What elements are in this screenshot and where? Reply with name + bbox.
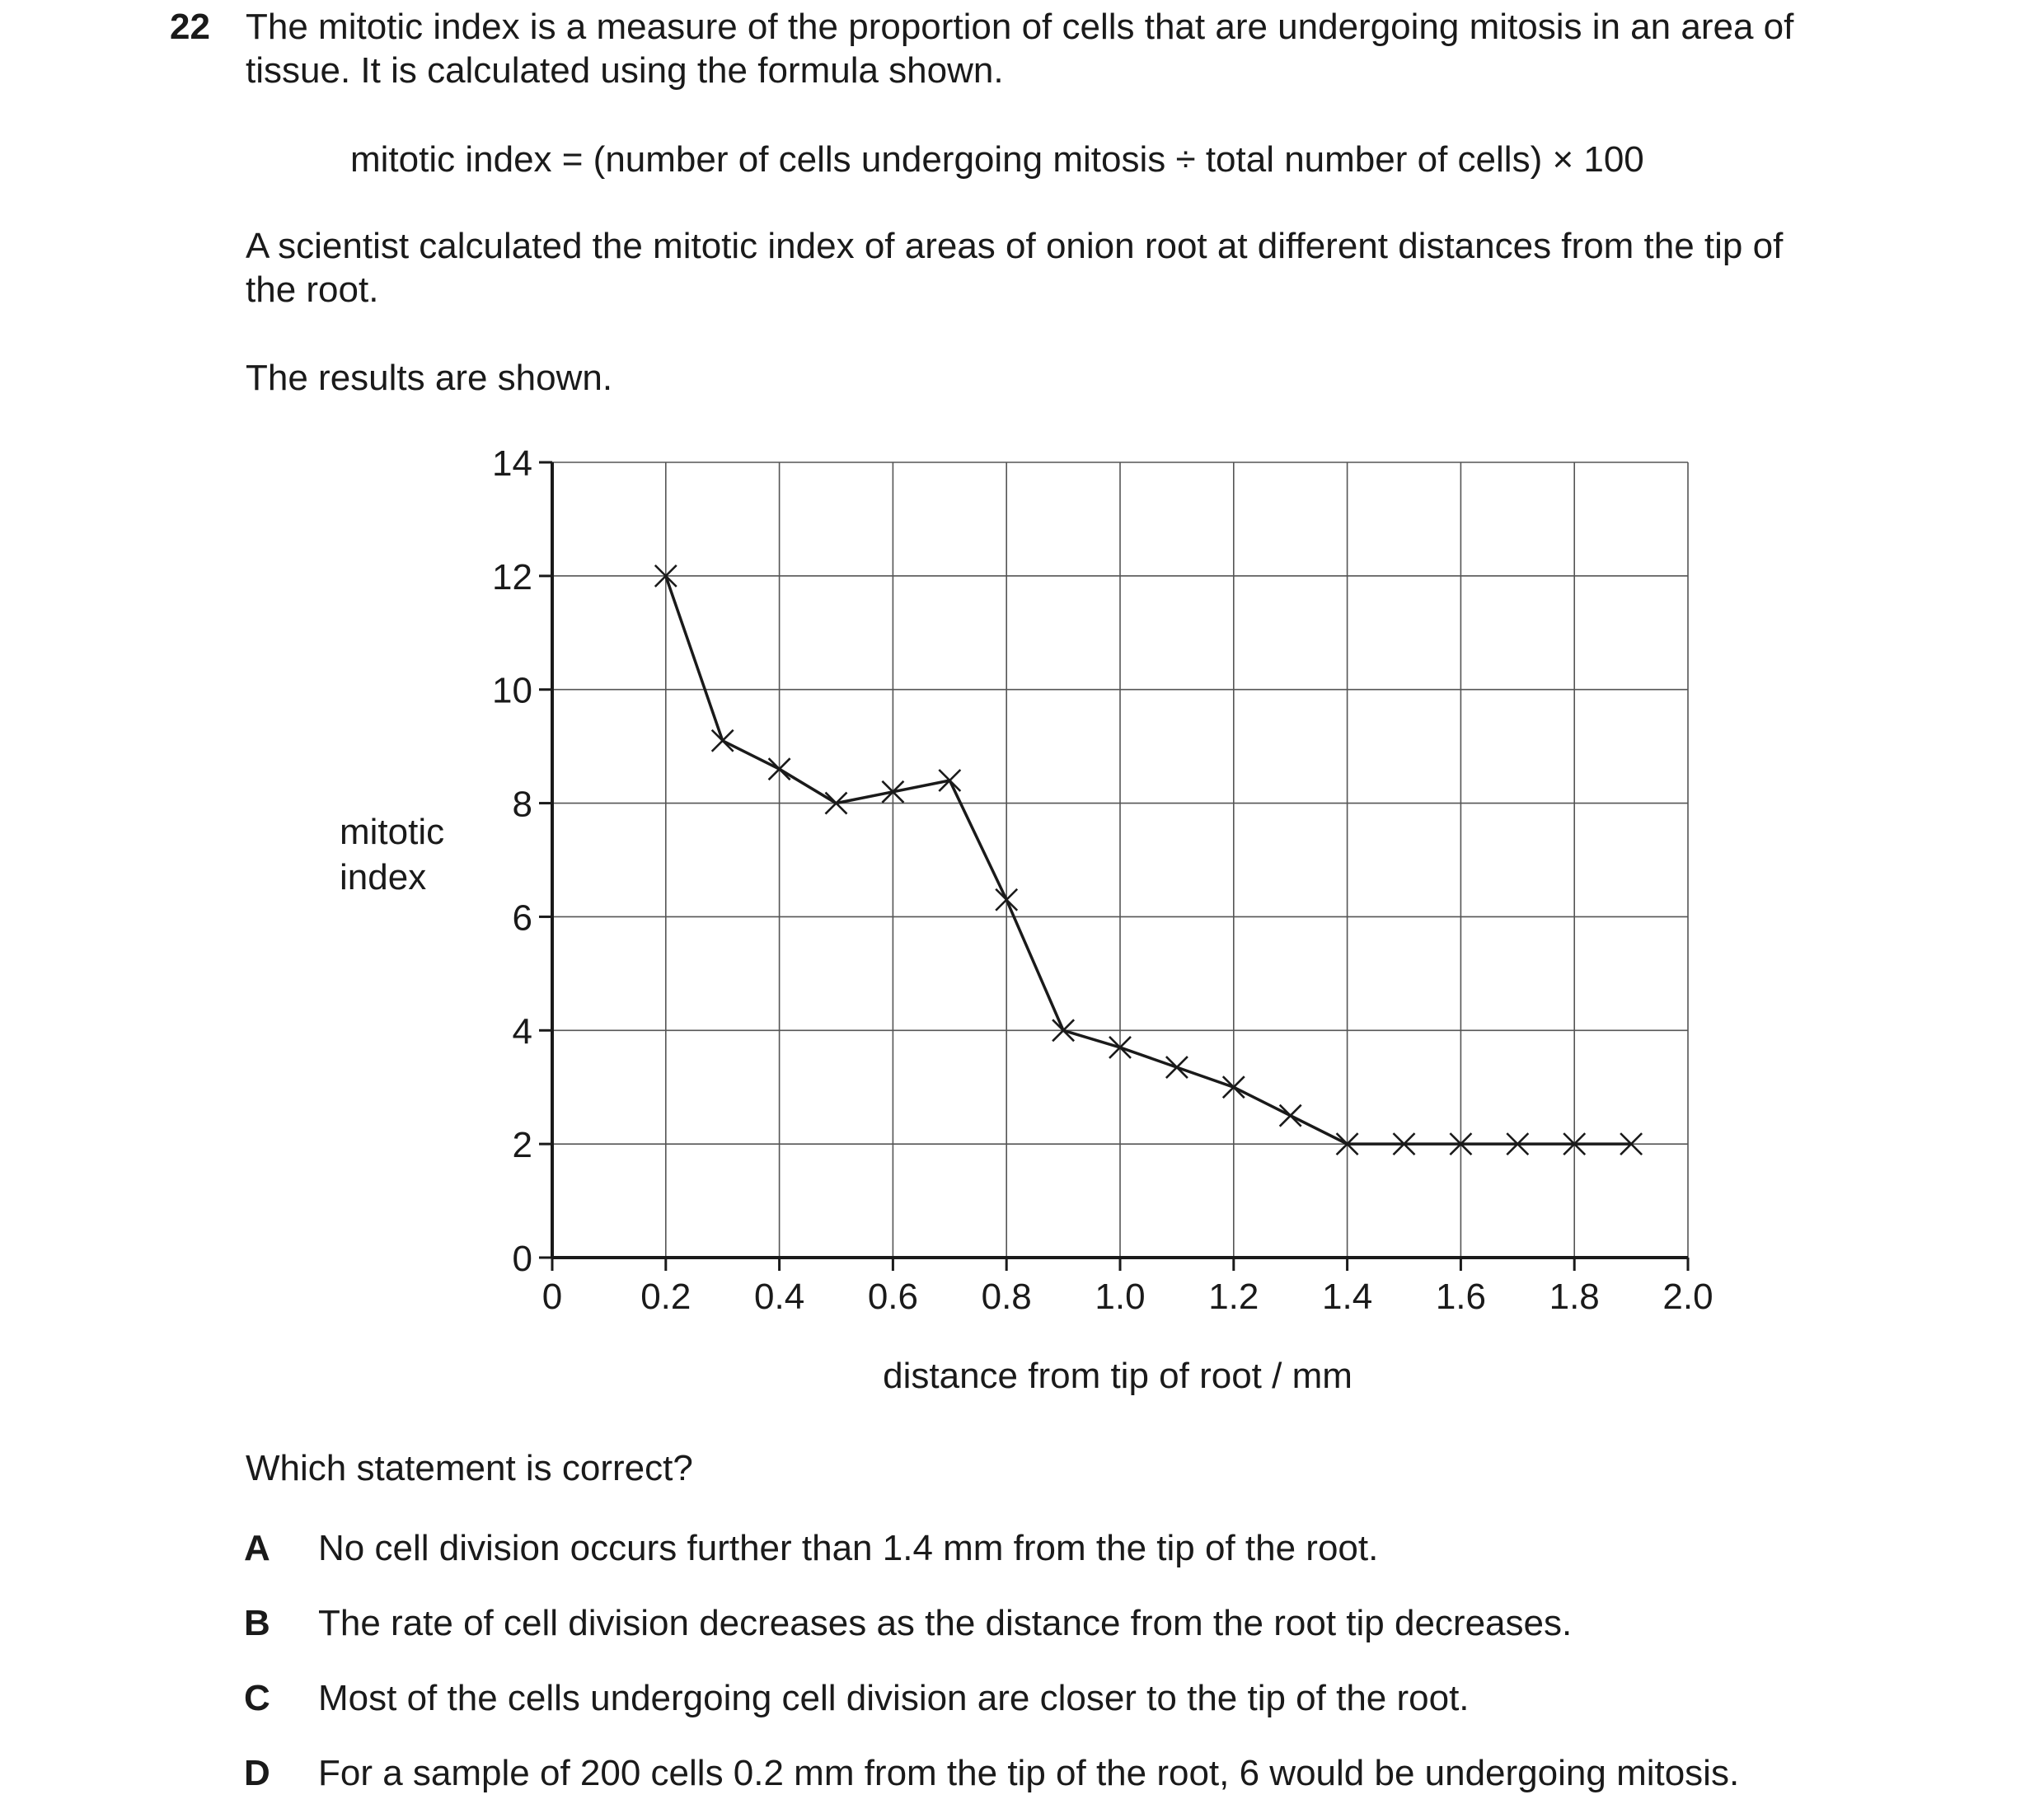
x-tick-label: 1.4 <box>1322 1277 1373 1317</box>
y-tick-label: 14 <box>492 443 532 484</box>
data-point-1 <box>712 730 734 752</box>
x-tick-label: 1.8 <box>1549 1277 1600 1317</box>
chart-axes <box>539 462 1688 1271</box>
x-tick-label: 0.4 <box>754 1277 805 1317</box>
y-tick-label: 2 <box>512 1125 532 1166</box>
x-tick-label: 1.2 <box>1208 1277 1259 1317</box>
option-d-letter[interactable]: D <box>244 1753 270 1793</box>
x-tick-label: 0.8 <box>981 1277 1032 1317</box>
y-tick-label: 10 <box>492 670 532 711</box>
y-tick-label: 8 <box>512 784 532 825</box>
y-axis-label-line-2: index <box>340 857 427 897</box>
x-tick-label: 1.6 <box>1435 1277 1486 1317</box>
series-markers <box>655 565 1642 1155</box>
option-c-letter[interactable]: C <box>244 1678 270 1718</box>
data-point-9 <box>1166 1057 1188 1078</box>
x-tick-label: 0.6 <box>867 1277 918 1317</box>
intro-line-1: The mitotic index is a measure of the proportion of cells that are undergoing mitosis in an area of <box>246 7 1794 47</box>
chart-grid <box>552 462 1688 1258</box>
x-axis-label: distance from tip of root / mm <box>883 1356 1353 1396</box>
data-point-5 <box>939 770 960 791</box>
question-number: 22 <box>170 7 210 47</box>
y-axis-label-line-1: mitotic <box>340 812 445 852</box>
formula: mitotic index = (number of cells undergoing mitosis ÷ total number of cells) × 100 <box>350 139 1644 180</box>
option-c-text[interactable]: Most of the cells undergoing cell division are closer to the tip of the root. <box>318 1678 1470 1718</box>
chart-tick-labels <box>492 443 1713 1317</box>
option-b-text[interactable]: The rate of cell division decreases as the distance from the root tip decreases. <box>318 1603 1573 1643</box>
option-a-letter[interactable]: A <box>244 1528 270 1568</box>
option-a-text[interactable]: No cell division occurs further than 1.4 mm from the tip of the root. <box>318 1528 1379 1568</box>
series-line <box>666 576 1631 1144</box>
option-d-text[interactable]: For a sample of 200 cells 0.2 mm from the tip of the root, 6 would be undergoing mitosis. <box>318 1753 1740 1793</box>
option-b-letter[interactable]: B <box>244 1603 270 1643</box>
y-tick-label: 6 <box>512 897 532 939</box>
results-text: The results are shown. <box>246 358 613 398</box>
context-line-1: A scientist calculated the mitotic index of areas of onion root at different distances from the tip of <box>246 226 1784 266</box>
context-line-2: the root. <box>246 269 379 310</box>
y-tick-label: 12 <box>492 556 532 597</box>
x-tick-label: 0 <box>541 1277 563 1317</box>
intro-line-2: tissue. It is calculated using the formula shown. <box>246 50 1004 91</box>
y-tick-label: 4 <box>512 1011 532 1052</box>
x-tick-label: 2.0 <box>1662 1277 1713 1317</box>
x-tick-label: 0.2 <box>640 1277 691 1317</box>
y-tick-label: 0 <box>512 1239 532 1279</box>
question-prompt: Which statement is correct? <box>246 1448 693 1488</box>
x-tick-label: 1.0 <box>1095 1277 1146 1317</box>
data-point-11 <box>1280 1105 1301 1127</box>
